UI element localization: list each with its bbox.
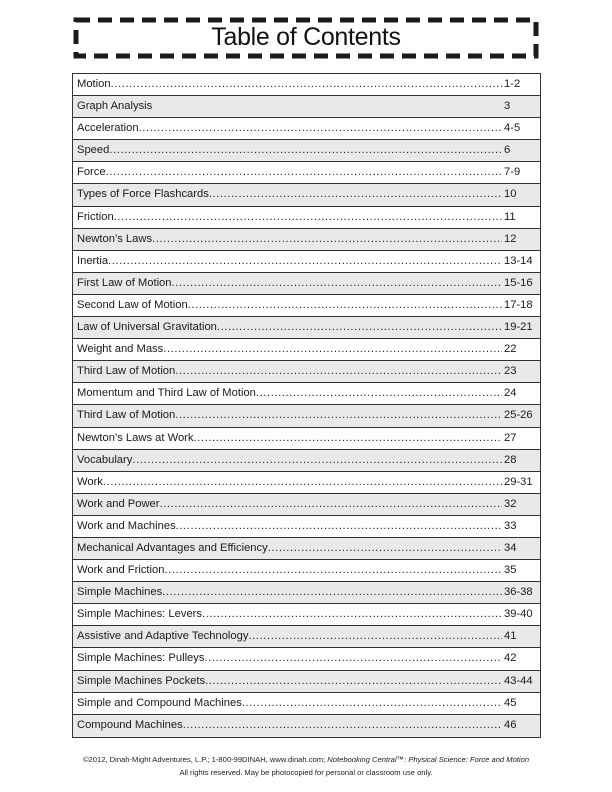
toc-entry-page: 42 bbox=[504, 652, 517, 665]
toc-entry-label: Momentum and Third Law of Motion ..... bbox=[77, 387, 502, 399]
toc-entry-label: Newton’s Laws at Work ..... bbox=[77, 432, 502, 444]
toc-row bbox=[73, 428, 540, 450]
toc-entry-label-wrap bbox=[77, 162, 502, 183]
toc-entry-label-wrap bbox=[77, 295, 502, 316]
toc-entry-label: Simple Machines: Levers ..... bbox=[77, 608, 502, 620]
toc-entry-label-wrap bbox=[77, 582, 502, 603]
toc-row bbox=[73, 184, 540, 206]
toc-entry-label: Simple Machines: Pulleys ..... bbox=[77, 652, 502, 664]
toc-entry-page: 25-26 bbox=[504, 409, 533, 422]
toc-entry-label: Speed ..... bbox=[77, 144, 502, 156]
toc-entry-label: Work and Machines ..... bbox=[77, 520, 502, 532]
toc-entry-label: Simple Machines ..... bbox=[77, 586, 502, 598]
toc-entry-page: 33 bbox=[504, 519, 517, 532]
toc-entry-page: 1-2 bbox=[504, 78, 521, 90]
toc-entry-label: Newton’s Laws ..... bbox=[77, 233, 502, 245]
footer-copyright bbox=[0, 755, 612, 764]
toc-entry-label-wrap bbox=[77, 74, 502, 95]
toc-entry-label: Work and Friction ..... bbox=[77, 564, 502, 576]
toc-row bbox=[73, 383, 540, 405]
toc-entry-label-wrap bbox=[77, 626, 502, 647]
toc-entry-label-wrap bbox=[77, 405, 502, 426]
toc-entry-label-wrap bbox=[77, 472, 502, 493]
toc-entry-label-wrap bbox=[77, 229, 502, 250]
toc-entry-label-wrap bbox=[77, 339, 502, 360]
toc-entry-label-wrap bbox=[77, 671, 502, 692]
toc-entry-page: 35 bbox=[504, 564, 517, 577]
toc-entry-page: 27 bbox=[504, 431, 517, 444]
toc-entry-label-wrap bbox=[77, 715, 502, 736]
toc-entry-label: Force ..... bbox=[77, 166, 502, 178]
toc-entry-label-wrap bbox=[77, 450, 502, 471]
toc-row bbox=[73, 339, 540, 361]
toc-entry-page: 11 bbox=[504, 210, 516, 223]
toc-row bbox=[73, 604, 540, 626]
toc-entry-page: 34 bbox=[504, 541, 517, 554]
toc-entry-label: Inertia ..... bbox=[77, 255, 502, 267]
toc-row bbox=[73, 295, 540, 317]
toc-entry-page: 32 bbox=[504, 497, 517, 510]
toc-entry-label-wrap bbox=[77, 648, 502, 669]
toc-entry-page: 4-5 bbox=[504, 122, 521, 135]
toc-entry-label-wrap bbox=[77, 538, 502, 559]
toc-entry-page: 15-16 bbox=[504, 276, 533, 289]
toc-entry-label-wrap bbox=[77, 118, 502, 139]
toc-entry-label: Friction ..... bbox=[77, 211, 502, 223]
toc-entry-page: 17-18 bbox=[504, 298, 533, 311]
toc-entry-label-wrap bbox=[77, 251, 502, 272]
toc-entry-label: Types of Force Flashcards ..... bbox=[77, 188, 502, 200]
toc-entry-label: Vocabulary ..... bbox=[77, 454, 502, 466]
toc-entry-page: 41 bbox=[504, 630, 517, 643]
toc-row bbox=[73, 648, 540, 670]
toc-entry-label: Weight and Mass ..... bbox=[77, 343, 502, 355]
toc-entry-label: Mechanical Advantages and Efficiency ..... bbox=[77, 542, 502, 554]
toc-entry-label: Work ..... bbox=[77, 476, 502, 488]
footer-copyright-text: ©2012, Dinah-Might Adventures, L.P.; 1-800-99DINAH, www.dinah.com; bbox=[82, 755, 328, 764]
toc-row bbox=[73, 582, 540, 604]
toc-entry-label: Work and Power ..... bbox=[77, 498, 502, 510]
toc-row bbox=[73, 140, 540, 162]
toc-entry-label-wrap bbox=[77, 516, 502, 537]
footer-rights: All rights reserved. May be photocopied for personal or classroom use only. bbox=[179, 768, 433, 777]
toc-entry-page: 45 bbox=[504, 696, 517, 709]
toc-entry-label-wrap bbox=[77, 207, 502, 228]
toc-entry-page: 36-38 bbox=[504, 586, 533, 599]
toc-entry-label-wrap bbox=[77, 96, 502, 117]
toc-row bbox=[73, 207, 540, 229]
toc-entry-label: Second Law of Motion ..... bbox=[77, 299, 502, 311]
toc-row bbox=[73, 405, 540, 427]
toc-entry-label-wrap bbox=[77, 140, 502, 161]
toc-row bbox=[73, 450, 540, 472]
toc-entry-label: Simple Machines Pockets ..... bbox=[77, 675, 502, 687]
toc-entry-page: 39-40 bbox=[504, 608, 533, 621]
toc-row bbox=[73, 626, 540, 648]
toc-row bbox=[73, 715, 540, 737]
toc-row bbox=[73, 494, 540, 516]
toc-row bbox=[73, 538, 540, 560]
toc-row bbox=[73, 229, 540, 251]
footer-book-title: Notebooking Central™: Physical Science: Force and Motion bbox=[327, 755, 530, 764]
toc-row bbox=[73, 317, 540, 339]
toc-entry-label-wrap bbox=[77, 383, 502, 404]
toc-entry-label-wrap bbox=[77, 361, 502, 382]
toc-entry-label: Graph Analysis bbox=[77, 100, 153, 113]
toc-entry-label-wrap bbox=[77, 317, 502, 338]
toc-entry-label-wrap bbox=[77, 560, 502, 581]
toc-row bbox=[73, 74, 540, 96]
toc-entry-page: 29-31 bbox=[504, 475, 533, 488]
toc-entry-label-wrap bbox=[77, 494, 502, 515]
title-box bbox=[73, 17, 539, 59]
toc-entry-label-wrap bbox=[77, 693, 502, 714]
toc-entry-page: 28 bbox=[504, 453, 517, 466]
toc-entry-page: 6 bbox=[504, 144, 511, 157]
toc-entry-label: Third Law of Motion ..... bbox=[77, 365, 502, 377]
toc-entry-label: Third Law of Motion ..... bbox=[77, 409, 502, 421]
toc-entry-page: 43-44 bbox=[504, 674, 533, 687]
toc-entry-label-wrap bbox=[77, 184, 502, 205]
toc-entry-label: Law of Universal Gravitation ..... bbox=[77, 321, 502, 333]
toc-row bbox=[73, 273, 540, 295]
toc-entry-label-wrap bbox=[77, 273, 502, 294]
toc-row bbox=[73, 96, 540, 118]
toc-entry-page: 10 bbox=[504, 188, 517, 201]
toc-row bbox=[73, 162, 540, 184]
toc-entry-page: 13-14 bbox=[504, 254, 533, 267]
toc-entry-label: First Law of Motion ..... bbox=[77, 277, 502, 289]
toc-entry-page: 46 bbox=[504, 718, 517, 731]
toc-table bbox=[72, 73, 541, 738]
toc-entry-page: 24 bbox=[504, 387, 517, 400]
toc-row bbox=[73, 671, 540, 693]
toc-entry-page: 7-9 bbox=[504, 166, 521, 179]
toc-row bbox=[73, 472, 540, 494]
toc-entry-page: 12 bbox=[504, 232, 517, 245]
toc-entry-label: Motion ..... bbox=[77, 78, 502, 90]
toc-entry-label: Simple and Compound Machines ..... bbox=[77, 697, 502, 709]
page-title: Table of Contents bbox=[211, 23, 401, 51]
toc-entry-page: 19-21 bbox=[504, 321, 533, 334]
toc-row bbox=[73, 118, 540, 140]
toc-row bbox=[73, 560, 540, 582]
toc-row bbox=[73, 516, 540, 538]
toc-entry-label: Compound Machines ..... bbox=[77, 719, 502, 731]
toc-entry-label: Assistive and Adaptive Technology ..... bbox=[77, 630, 502, 642]
toc-entry-page: 3 bbox=[504, 100, 511, 113]
toc-row bbox=[73, 693, 540, 715]
toc-entry-page: 22 bbox=[504, 343, 517, 356]
toc-entry-label: Acceleration ..... bbox=[77, 122, 502, 134]
toc-entry-page: 23 bbox=[504, 365, 517, 378]
toc-row bbox=[73, 251, 540, 273]
toc-row bbox=[73, 361, 540, 383]
toc-entry-label-wrap bbox=[77, 604, 502, 625]
toc-entry-label-wrap bbox=[77, 428, 502, 449]
